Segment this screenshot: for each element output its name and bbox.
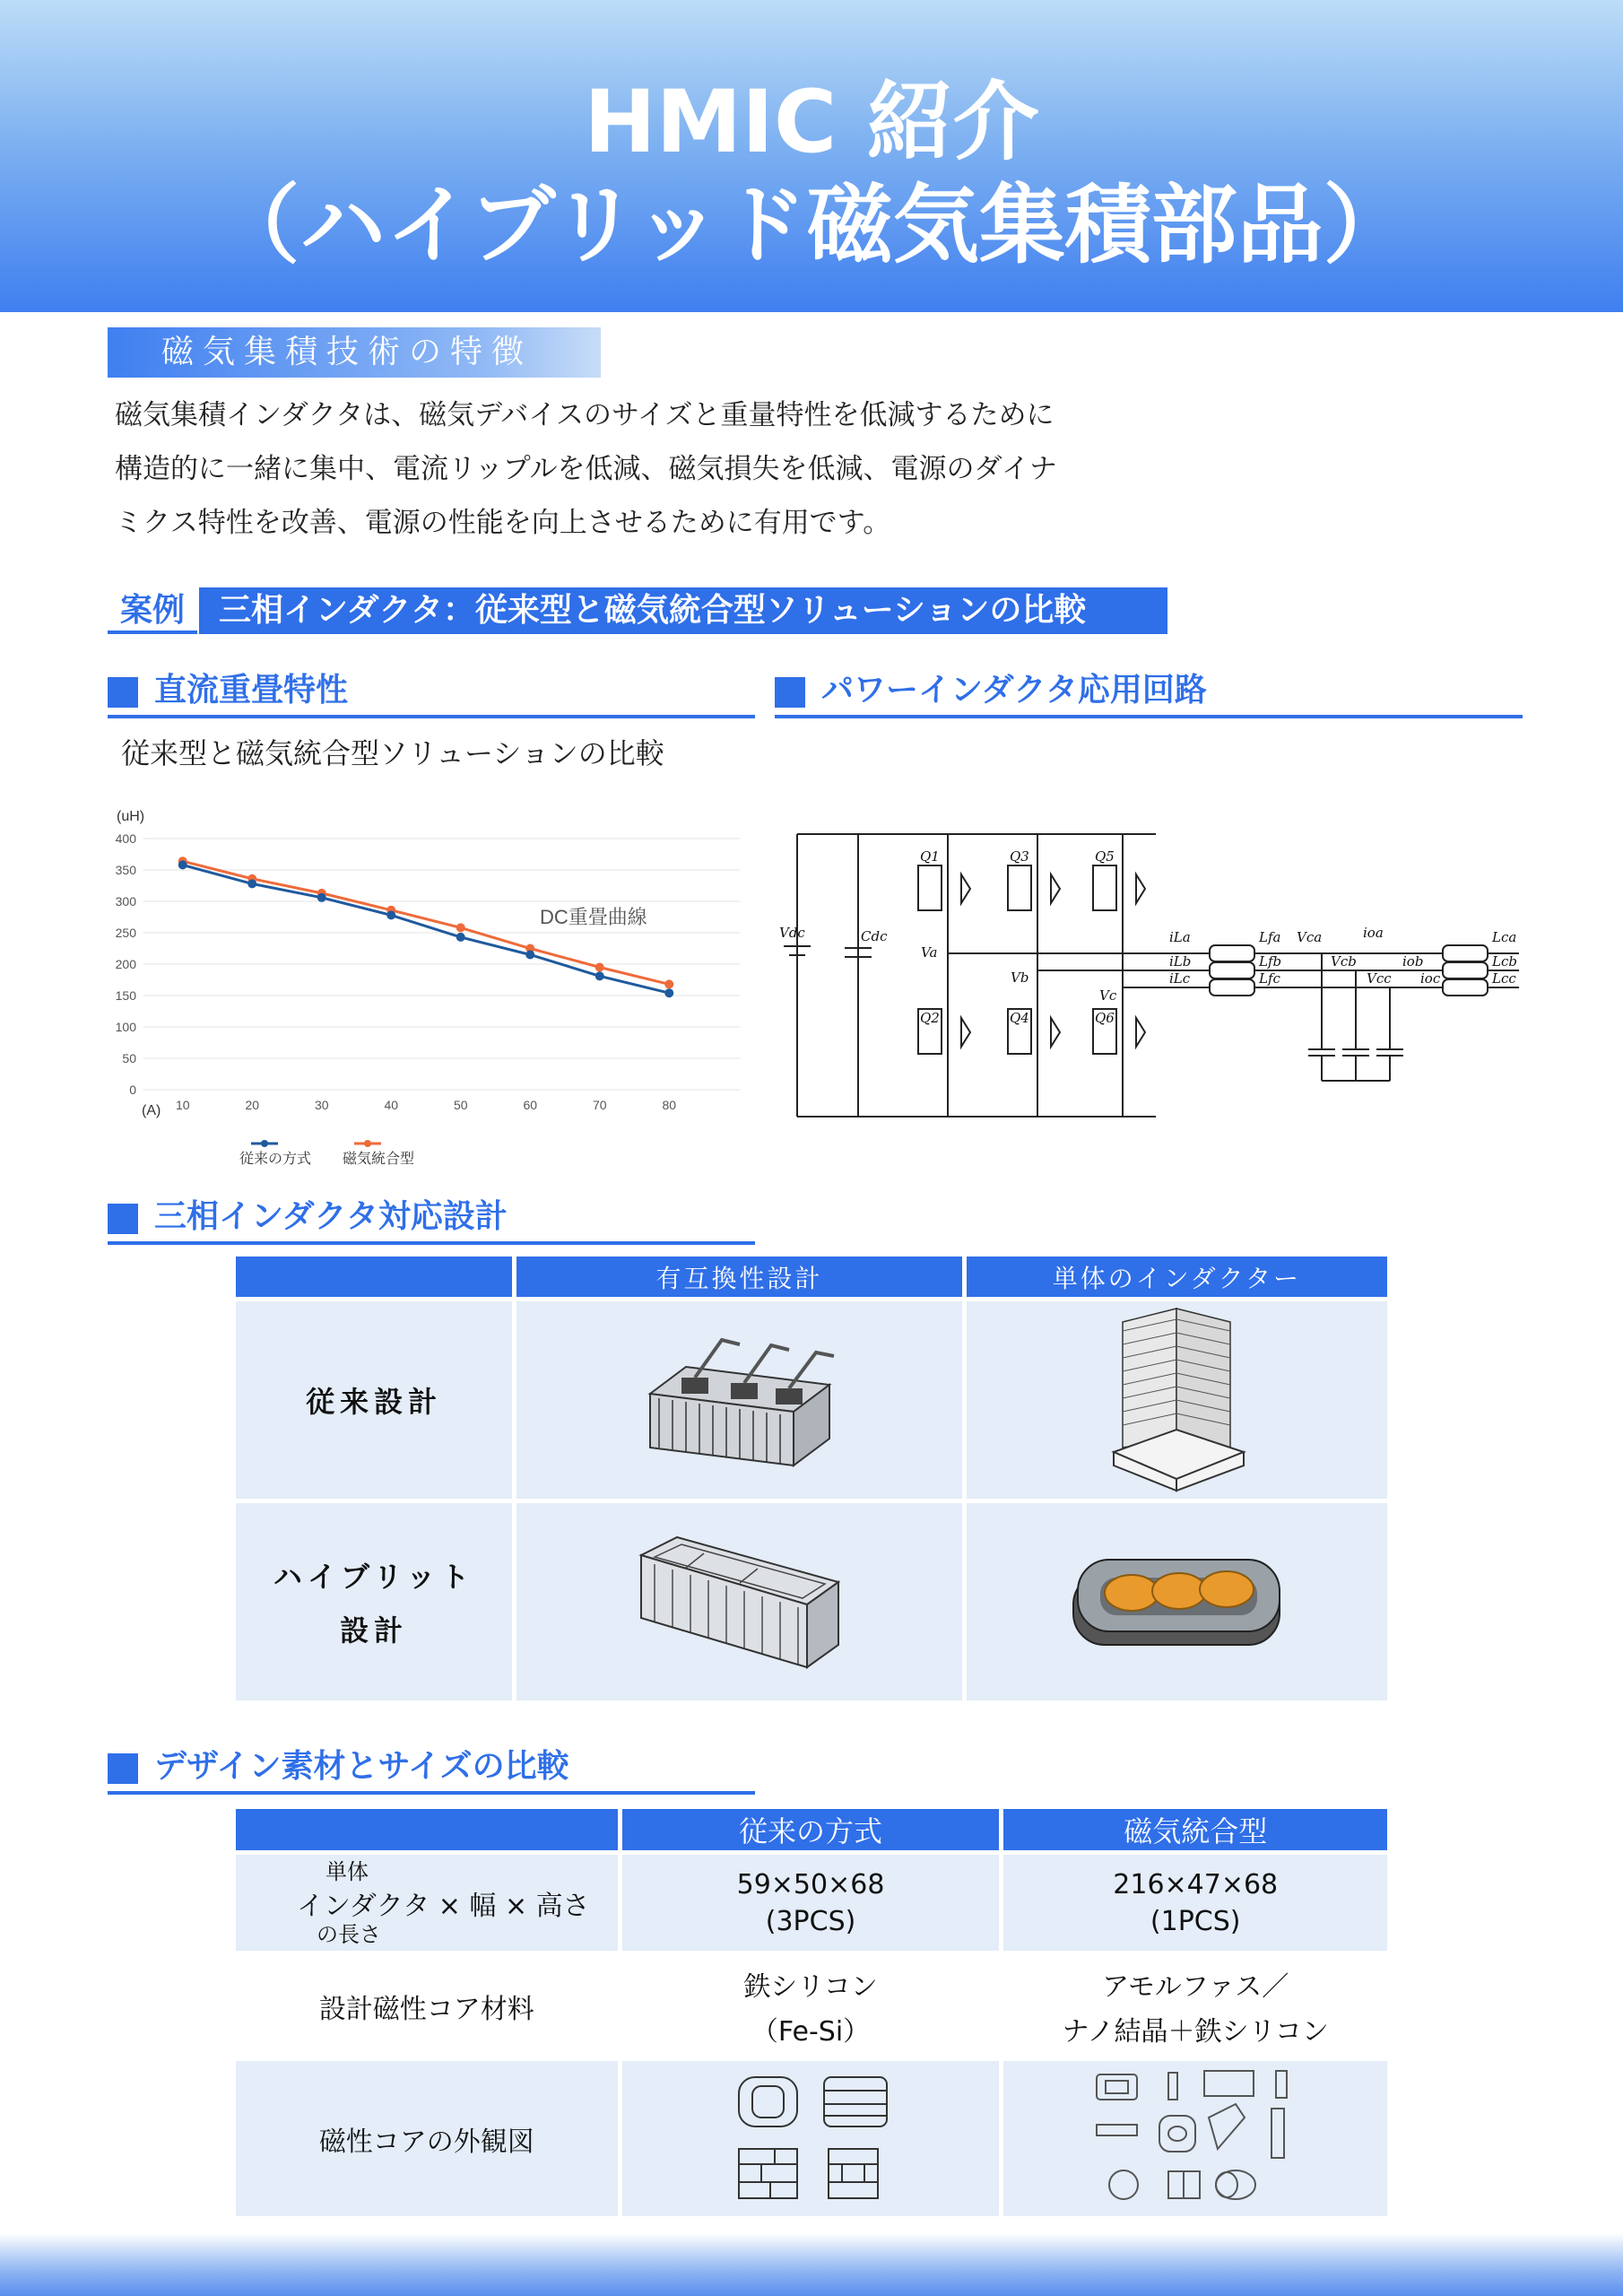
intro-line-3: ミクス特性を改善、電源の性能を向上させるために有用です。	[115, 507, 891, 539]
case-title: 三相インダクタ：従来型と磁気統合型ソリューションの比較	[199, 587, 1167, 634]
section-marker	[108, 1753, 138, 1784]
data-point	[178, 860, 187, 869]
y-tick-label: 50	[122, 1051, 136, 1065]
circuit-label: iLa	[1169, 929, 1191, 945]
x-tick-label: 70	[592, 1098, 607, 1112]
circuit-label: Q6	[1095, 1010, 1115, 1026]
y-axis-label: (uH)	[117, 809, 145, 824]
material-integrated-line2: ナノ結晶＋鉄シリコン	[1062, 2015, 1329, 2048]
circuit-label: Lfa	[1259, 929, 1281, 945]
circuit-label: Q5	[1095, 848, 1115, 865]
chart-subtitle: 従来型と磁気統合型ソリューションの比較	[121, 736, 664, 770]
dim-integrated-count: (1PCS)	[1150, 1905, 1241, 1937]
legend-marker	[364, 1140, 371, 1147]
circuit-label: Lfc	[1259, 970, 1280, 987]
x-tick-label: 20	[245, 1098, 260, 1112]
circuit-label: Q4	[1010, 1010, 1029, 1026]
y-tick-label: 400	[115, 831, 136, 846]
circuit-label: Q2	[920, 1010, 940, 1026]
y-tick-label: 100	[115, 1020, 136, 1034]
y-tick-label: 150	[115, 988, 136, 1003]
hybrid-case-image	[632, 1519, 847, 1681]
table-header-empty	[234, 1807, 621, 1853]
data-point	[595, 971, 604, 980]
table-header-compatible: 有互換性設計	[515, 1255, 965, 1300]
data-point	[525, 951, 534, 960]
chart-annotation: DC重畳曲線	[540, 906, 647, 928]
dim-integrated	[1002, 1853, 1390, 1953]
data-point	[664, 979, 673, 988]
inductor-array-image	[632, 1313, 847, 1483]
x-tick-label: 50	[453, 1098, 468, 1112]
section-design-title: 三相インダクタ対応設計	[154, 1198, 508, 1235]
data-point	[456, 933, 465, 942]
material-conventional	[620, 1953, 1002, 2059]
dim-integrated-value: 216×47×68	[1113, 1868, 1279, 1900]
row-label-hybrid-line2: 設計	[340, 1613, 409, 1648]
circuit-label: iob	[1402, 953, 1424, 970]
legend-label: 磁気統合型	[343, 1150, 415, 1167]
conventional-cores-image	[721, 2064, 900, 2207]
size-comparison-table	[231, 1805, 1392, 2221]
y-tick-label: 350	[115, 863, 136, 877]
section-marker	[775, 677, 805, 708]
y-tick-label: 250	[115, 926, 136, 940]
circuit-label: Lca	[1492, 929, 1517, 945]
footer-band	[0, 2233, 1623, 2296]
design-comparison-table	[231, 1252, 1392, 1705]
circuit-label: Lcb	[1492, 953, 1517, 970]
table-header-conventional: 従来の方式	[620, 1807, 1002, 1853]
dim-label-c: の長さ	[317, 1921, 381, 1947]
circuit-label: Q3	[1010, 848, 1029, 865]
circuit-label: Lcc	[1492, 970, 1516, 987]
y-tick-label: 0	[129, 1083, 136, 1097]
x-tick-label: 40	[384, 1098, 399, 1112]
circuit-label: Vb	[1011, 970, 1029, 986]
circuit-label: Vc	[1099, 987, 1117, 1004]
hybrid-single-image	[964, 1501, 1389, 1703]
section-dc-header	[108, 668, 755, 718]
integrated-core-image	[1060, 1537, 1293, 1663]
row-label-hybrid	[234, 1501, 515, 1703]
row-label-appearance: 磁性コアの外観図	[234, 2059, 621, 2219]
dim-label-a: 単体	[325, 1858, 369, 1884]
circuit-label: iLb	[1169, 953, 1192, 970]
section-marker	[108, 1204, 138, 1234]
section-material-header	[108, 1744, 755, 1795]
legend-label: 従来の方式	[239, 1150, 312, 1167]
dim-label-b: インダクタ × 幅 × 高さ	[297, 1890, 590, 1922]
data-point	[317, 893, 326, 902]
row-label-dimensions	[234, 1853, 621, 1953]
material-integrated-line1: アモルファス／	[1102, 1970, 1289, 2003]
data-point	[595, 963, 604, 972]
power-inductor-circuit	[775, 821, 1528, 1126]
page-subtitle: （ハイブリッド磁気集積部品）	[213, 175, 1410, 275]
x-axis-label: (A)	[142, 1103, 161, 1118]
dc-superposition-chart	[108, 803, 753, 1179]
conventional-compatible-image	[515, 1300, 965, 1501]
y-tick-label: 300	[115, 894, 136, 909]
appearance-conventional	[620, 2059, 1002, 2219]
x-tick-label: 80	[662, 1098, 677, 1112]
section-design-header	[108, 1195, 755, 1245]
dim-conventional	[620, 1853, 1002, 1953]
data-point	[386, 910, 395, 919]
x-tick-label: 10	[175, 1098, 190, 1112]
legend-marker	[261, 1140, 268, 1147]
page-title: HMIC 紹介	[584, 72, 1039, 172]
hybrid-compatible-image	[515, 1501, 965, 1703]
section-dc-title: 直流重畳特性	[154, 672, 349, 709]
row-label-hybrid-line1: ハイブリット	[273, 1560, 475, 1594]
material-integrated	[1002, 1953, 1390, 2059]
dim-conventional-value: 59×50×68	[736, 1868, 885, 1900]
circuit-label: ioa	[1363, 925, 1384, 941]
x-tick-label: 60	[523, 1098, 538, 1112]
integrated-cores-image	[1079, 2064, 1312, 2207]
y-tick-label: 200	[115, 957, 136, 971]
case-label: 案例	[108, 587, 197, 634]
circuit-label: Q1	[920, 848, 940, 865]
circuit-label: iLc	[1169, 970, 1191, 987]
material-conventional-code: （Fe-Si）	[751, 2015, 871, 2048]
conventional-single-image	[964, 1300, 1389, 1501]
circuit-label: Vcc	[1367, 970, 1392, 987]
table-header-single: 単体のインダクター	[964, 1255, 1389, 1300]
circuit-label: Cdc	[861, 928, 888, 944]
x-tick-label: 30	[314, 1098, 329, 1112]
feature-tag: 磁気集積技術の特徴	[108, 327, 601, 378]
circuit-label: Lfb	[1259, 953, 1282, 970]
table-header-empty	[234, 1255, 515, 1300]
row-label-material: 設計磁性コア材料	[234, 1953, 621, 2059]
circuit-label: Vca	[1297, 929, 1323, 945]
circuit-label: Vdc	[779, 925, 805, 941]
intro-line-1: 磁気集積インダクタは、磁気デバイスのサイズと重量特性を低減するために	[115, 399, 1055, 431]
section-material-title: デザイン素材とサイズの比較	[154, 1748, 569, 1785]
single-inductor-image	[1087, 1304, 1266, 1492]
row-label-conventional: 従来設計	[234, 1300, 515, 1501]
section-marker	[108, 677, 138, 708]
table-header-integrated: 磁気統合型	[1002, 1807, 1390, 1853]
dim-conventional-count: (3PCS)	[765, 1905, 856, 1937]
data-point	[664, 988, 673, 997]
circuit-label: ioc	[1420, 970, 1441, 987]
data-point	[456, 923, 465, 932]
material-conventional-name: 鉄シリコン	[743, 1970, 878, 2003]
section-circuit-header	[775, 668, 1523, 718]
data-point	[247, 879, 256, 888]
intro-line-2: 構造的に一緒に集中、電流リップルを低減、磁気損失を低減、電源のダイナ	[115, 453, 1057, 485]
section-circuit-title: パワーインダクタ応用回路	[821, 672, 1207, 709]
circuit-label: Vcb	[1331, 953, 1357, 970]
circuit-label: Va	[921, 944, 938, 961]
appearance-integrated	[1002, 2059, 1390, 2219]
